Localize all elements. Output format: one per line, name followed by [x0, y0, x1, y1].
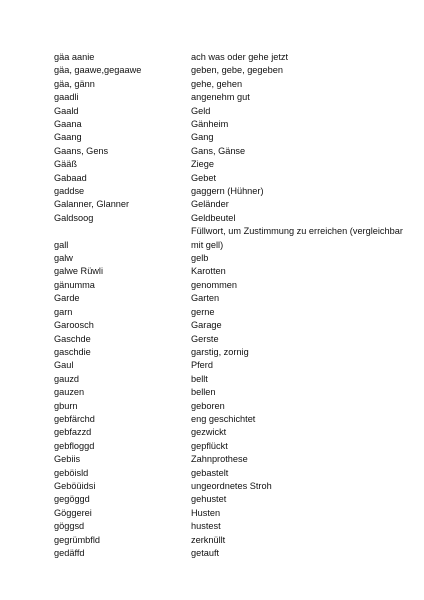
- german-meaning: Gerste: [191, 333, 219, 344]
- dialect-term: Göggerei: [54, 507, 92, 518]
- german-meaning: angenehm gut: [191, 92, 250, 103]
- german-meaning: Füllwort, um Zustimmung zu erreichen (vergleichbar mit gell): [191, 226, 403, 250]
- glossary-row: [54, 306, 404, 319]
- german-meaning: Ziege: [191, 159, 214, 170]
- glossary-row: [54, 225, 404, 252]
- german-meaning: zerknüllt: [191, 534, 226, 545]
- dialect-term: gäa aanie: [54, 52, 95, 62]
- glossary-row: [54, 131, 404, 144]
- glossary-row: [54, 172, 404, 185]
- dialect-term: Gebiis: [54, 454, 81, 465]
- german-meaning: bellt: [191, 373, 208, 384]
- dialect-term: Gaald: [54, 105, 79, 116]
- glossary-row: [54, 333, 404, 346]
- dialect-term: Gaul: [54, 360, 74, 371]
- german-meaning: genommen: [191, 279, 237, 290]
- german-meaning: Garten: [191, 293, 220, 304]
- glossary-row: [54, 105, 404, 118]
- german-meaning: geboren: [191, 400, 225, 411]
- german-meaning: gebastelt: [191, 467, 229, 478]
- glossary-row: [54, 279, 404, 292]
- german-meaning: Gänheim: [191, 119, 229, 130]
- glossary-row: [54, 520, 404, 533]
- glossary-row: [54, 413, 404, 426]
- german-meaning: ach was oder gehe jetzt: [191, 52, 289, 62]
- dialect-term: gäa, gaawe,gegaawe: [54, 65, 142, 76]
- glossary-row: [54, 547, 404, 560]
- german-meaning: hustest: [191, 521, 221, 532]
- glossary-row: [54, 64, 404, 77]
- german-meaning: Geldbeutel: [191, 212, 236, 223]
- german-meaning: gepflückt: [191, 440, 228, 451]
- dialect-term: gedäffd: [54, 548, 85, 559]
- glossary-row: [54, 507, 404, 520]
- glossary-row: [54, 386, 404, 399]
- german-meaning: gehustet: [191, 494, 227, 505]
- german-meaning: geben, gebe, gegeben: [191, 65, 283, 76]
- glossary-row: [54, 373, 404, 386]
- german-meaning: Pferd: [191, 360, 213, 371]
- glossary-row: [54, 198, 404, 211]
- german-meaning: gelb: [191, 253, 209, 264]
- glossary-row: [54, 292, 404, 305]
- dialect-term: Gabaad: [54, 172, 87, 183]
- glossary-row: [54, 346, 404, 359]
- glossary-row: [54, 359, 404, 372]
- dialect-term: gegöggd: [54, 494, 90, 505]
- german-meaning: gezwickt: [191, 427, 227, 438]
- glossary-row: [54, 467, 404, 480]
- german-meaning: Zahnprothese: [191, 454, 248, 465]
- glossary-row: [54, 158, 404, 171]
- dialect-term: gaschdie: [54, 346, 91, 357]
- glossary-row: [54, 91, 404, 104]
- german-meaning: gaggern (Hühner): [191, 186, 264, 197]
- dialect-term: Garde: [54, 293, 80, 304]
- glossary-row: [54, 440, 404, 453]
- german-meaning: Geld: [191, 105, 211, 116]
- german-meaning: getauft: [191, 548, 220, 559]
- dialect-term: geböisld: [54, 467, 89, 478]
- german-meaning: garstig, zornig: [191, 346, 249, 357]
- german-meaning: gerne: [191, 306, 215, 317]
- dialect-term: Gaana: [54, 119, 82, 130]
- dialect-term: gebfloggd: [54, 440, 95, 451]
- dialect-term: Galdsoog: [54, 212, 94, 223]
- dialect-term: Geböüidsi: [54, 480, 96, 491]
- dialect-term: Gaans, Gens: [54, 145, 109, 156]
- german-meaning: Geländer: [191, 199, 229, 210]
- dialect-term: Garoosch: [54, 320, 94, 331]
- glossary-row: [54, 145, 404, 158]
- glossary-row: [54, 118, 404, 131]
- dialect-term: gäa, gänn: [54, 78, 95, 89]
- glossary-row: [54, 493, 404, 506]
- glossary-row: [54, 426, 404, 439]
- dialect-term: gebfärchd: [54, 413, 95, 424]
- glossary-row: [54, 453, 404, 466]
- german-meaning: ungeordnetes Stroh: [191, 480, 272, 491]
- dialect-term: göggsd: [54, 521, 85, 532]
- dialect-term: gauzen: [54, 387, 85, 398]
- glossary-list: [54, 51, 404, 560]
- dialect-term: Gaschde: [54, 333, 91, 344]
- german-meaning: Gans, Gänse: [191, 145, 246, 156]
- german-meaning: Karotten: [191, 266, 226, 277]
- dialect-term: gaadli: [54, 92, 79, 103]
- glossary-row: [54, 319, 404, 332]
- german-meaning: Husten: [191, 507, 221, 518]
- dialect-term: gauzd: [54, 373, 80, 384]
- glossary-row: [54, 185, 404, 198]
- german-meaning: Garage: [191, 320, 222, 331]
- dialect-term: Gääß: [54, 159, 77, 170]
- dialect-term: gänumma: [54, 279, 95, 290]
- glossary-row: [54, 78, 404, 91]
- german-meaning: gehe, gehen: [191, 78, 243, 89]
- dialect-term: gall: [54, 239, 69, 250]
- glossary-row: [54, 480, 404, 493]
- glossary-row: [54, 212, 404, 225]
- german-meaning: Gebet: [191, 172, 217, 183]
- glossary-row: [54, 400, 404, 413]
- dialect-term: Gaang: [54, 132, 82, 143]
- dialect-term: garn: [54, 306, 73, 317]
- glossary-row: [54, 265, 404, 278]
- dialect-term: Galanner, Glanner: [54, 199, 130, 210]
- glossary-row: [54, 534, 404, 547]
- german-meaning: Gang: [191, 132, 214, 143]
- dialect-term: gebfazzd: [54, 427, 92, 438]
- german-meaning: eng geschichtet: [191, 413, 256, 424]
- dialect-term: gaddse: [54, 186, 85, 197]
- dialect-term: galw: [54, 253, 73, 264]
- glossary-row: [54, 252, 404, 265]
- dialect-term: gburn: [54, 400, 78, 411]
- dialect-term: galwe Rüwli: [54, 266, 104, 277]
- glossary-row: [54, 51, 404, 64]
- dialect-term: gegrümbfld: [54, 534, 100, 545]
- german-meaning: bellen: [191, 387, 216, 398]
